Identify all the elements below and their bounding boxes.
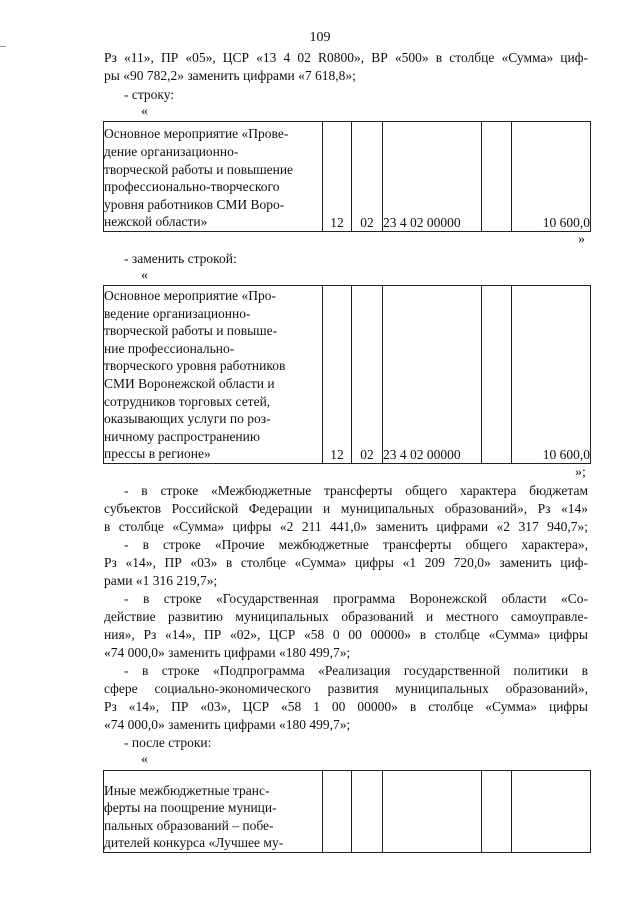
table2-name-line: СМИ Воронежской области и [104,376,275,392]
table1-sum-cell: 10 600,0 [512,122,591,232]
table1-pr-cell: 02 [352,122,383,232]
paragraph-2-line: Рз «14», ПР «03» в столбце «Сумма» цифры «1 209 720,0» заменить циф- [104,555,588,570]
table1-name-cell [104,122,323,232]
table2-name-line: прессы в регионе» [104,446,211,462]
close-quote-2: »; [575,465,586,480]
table2-name-line: творческого уровня работников [104,358,286,374]
table3-name-line: ферты на поощрение муници- [104,800,277,816]
page-number: 109 [309,30,331,45]
paragraph-2-line: рами «1 316 219,7»; [104,573,218,588]
open-quote-1: « [141,104,148,119]
table2-name-line: Основное мероприятие «Про- [104,288,277,304]
table2-name-cell [104,286,323,464]
table1-rz-cell: 12 [323,122,352,232]
intro-line-2: ры «90 782,2» заменить цифрами «7 618,8»; [104,68,356,83]
table1-name-line: Основное мероприятие «Прове- [104,126,289,142]
paragraph-4-line: сфере социально-экономического развития муниципальных образований», [104,681,588,696]
table-replacement-row [103,285,591,464]
table2-csr-cell: 23 4 02 00000 [383,286,482,464]
table-original-row [103,121,591,232]
table1-name-line: профессионально-творческого [104,179,280,195]
paragraph-3-line: - в строке «Государственная программа Воронежской области «Со- [124,591,588,606]
paragraph-2-line: - в строке «Прочие межбюджетные трансферты общего характера», [124,537,588,552]
paragraph-4-line: - в строке «Подпрограмма «Реализация государственной политики в [124,663,588,678]
table3-pr-cell [352,771,383,853]
close-quote-1: » [578,232,585,247]
paragraph-4-line: «74 000,0» заменить цифрами «180 499,7»; [104,717,351,732]
paragraph-4-line: Рз «14», ПР «03», ЦСР «58 1 00 00000» в столбце «Сумма» цифры [104,699,588,714]
table2-name-line: творческой работы и повыше- [104,323,278,339]
table2-name-line: ние профессионально- [104,340,235,356]
open-quote-3: « [141,752,148,767]
table1-name-line: нежской области» [104,214,208,230]
margin-mark [0,46,6,47]
table1-name-line: творческой работы и повышение [104,161,294,177]
table2-vr-cell [482,286,512,464]
table1-vr-cell [482,122,512,232]
paragraph-1-line: в столбце «Сумма» цифры «2 211 441,0» заменить цифрами «2 317 940,7»; [104,519,588,534]
table2-rz-cell: 12 [323,286,352,464]
label-row: - строку: [124,87,175,102]
table3-vr-cell [482,771,512,853]
intro-line-1: Рз «11», ПР «05», ЦСР «13 4 02 R0800», ВР «500» в столбце «Сумма» циф- [104,50,588,65]
paragraph-1-line: субъектов Российской Федерации и муниципальных образований», Рз «14» [104,501,588,516]
paragraph-3-line: ния», Рз «14», ПР «02», ЦСР «58 0 00 00000» в столбце «Сумма» цифры [104,627,588,642]
table3-sum-cell [512,771,591,853]
open-quote-2: « [141,268,148,283]
table3-name-line: Иные межбюджетные транс- [104,782,270,798]
table1-csr-cell: 23 4 02 00000 [383,122,482,232]
table3-name-cell [104,771,323,853]
table2-name-line: ничному распространению [104,428,260,444]
paragraph-1-line: - в строке «Межбюджетные трансферты общего характера бюджетам [124,483,588,498]
table2-sum-cell: 10 600,0 [512,286,591,464]
table3-name-line: дителей конкурса «Лучшее му- [104,835,284,851]
table3-name-line: пальных образований – побе- [104,817,274,833]
table2-name-line: сотрудников торговых сетей, [104,393,271,409]
table2-pr-cell: 02 [352,286,383,464]
table3-csr-cell [383,771,482,853]
table3-rz-cell [323,771,352,853]
paragraph-3-line: действие развитию муниципальных образований и местного самоуправле- [104,609,588,624]
table2-name-line: ведение организационно- [104,305,251,321]
paragraph-3-line: «74 000,0» заменить цифрами «180 499,7»; [104,645,351,660]
label-after: - после строки: [124,735,212,750]
table2-name-line: оказывающих услуги по роз- [104,411,271,427]
table1-name-line: дение организационно- [104,144,239,160]
label-replace: - заменить строкой: [124,251,237,266]
table-after-row [103,770,591,853]
table1-name-line: уровня работников СМИ Воро- [104,196,285,212]
